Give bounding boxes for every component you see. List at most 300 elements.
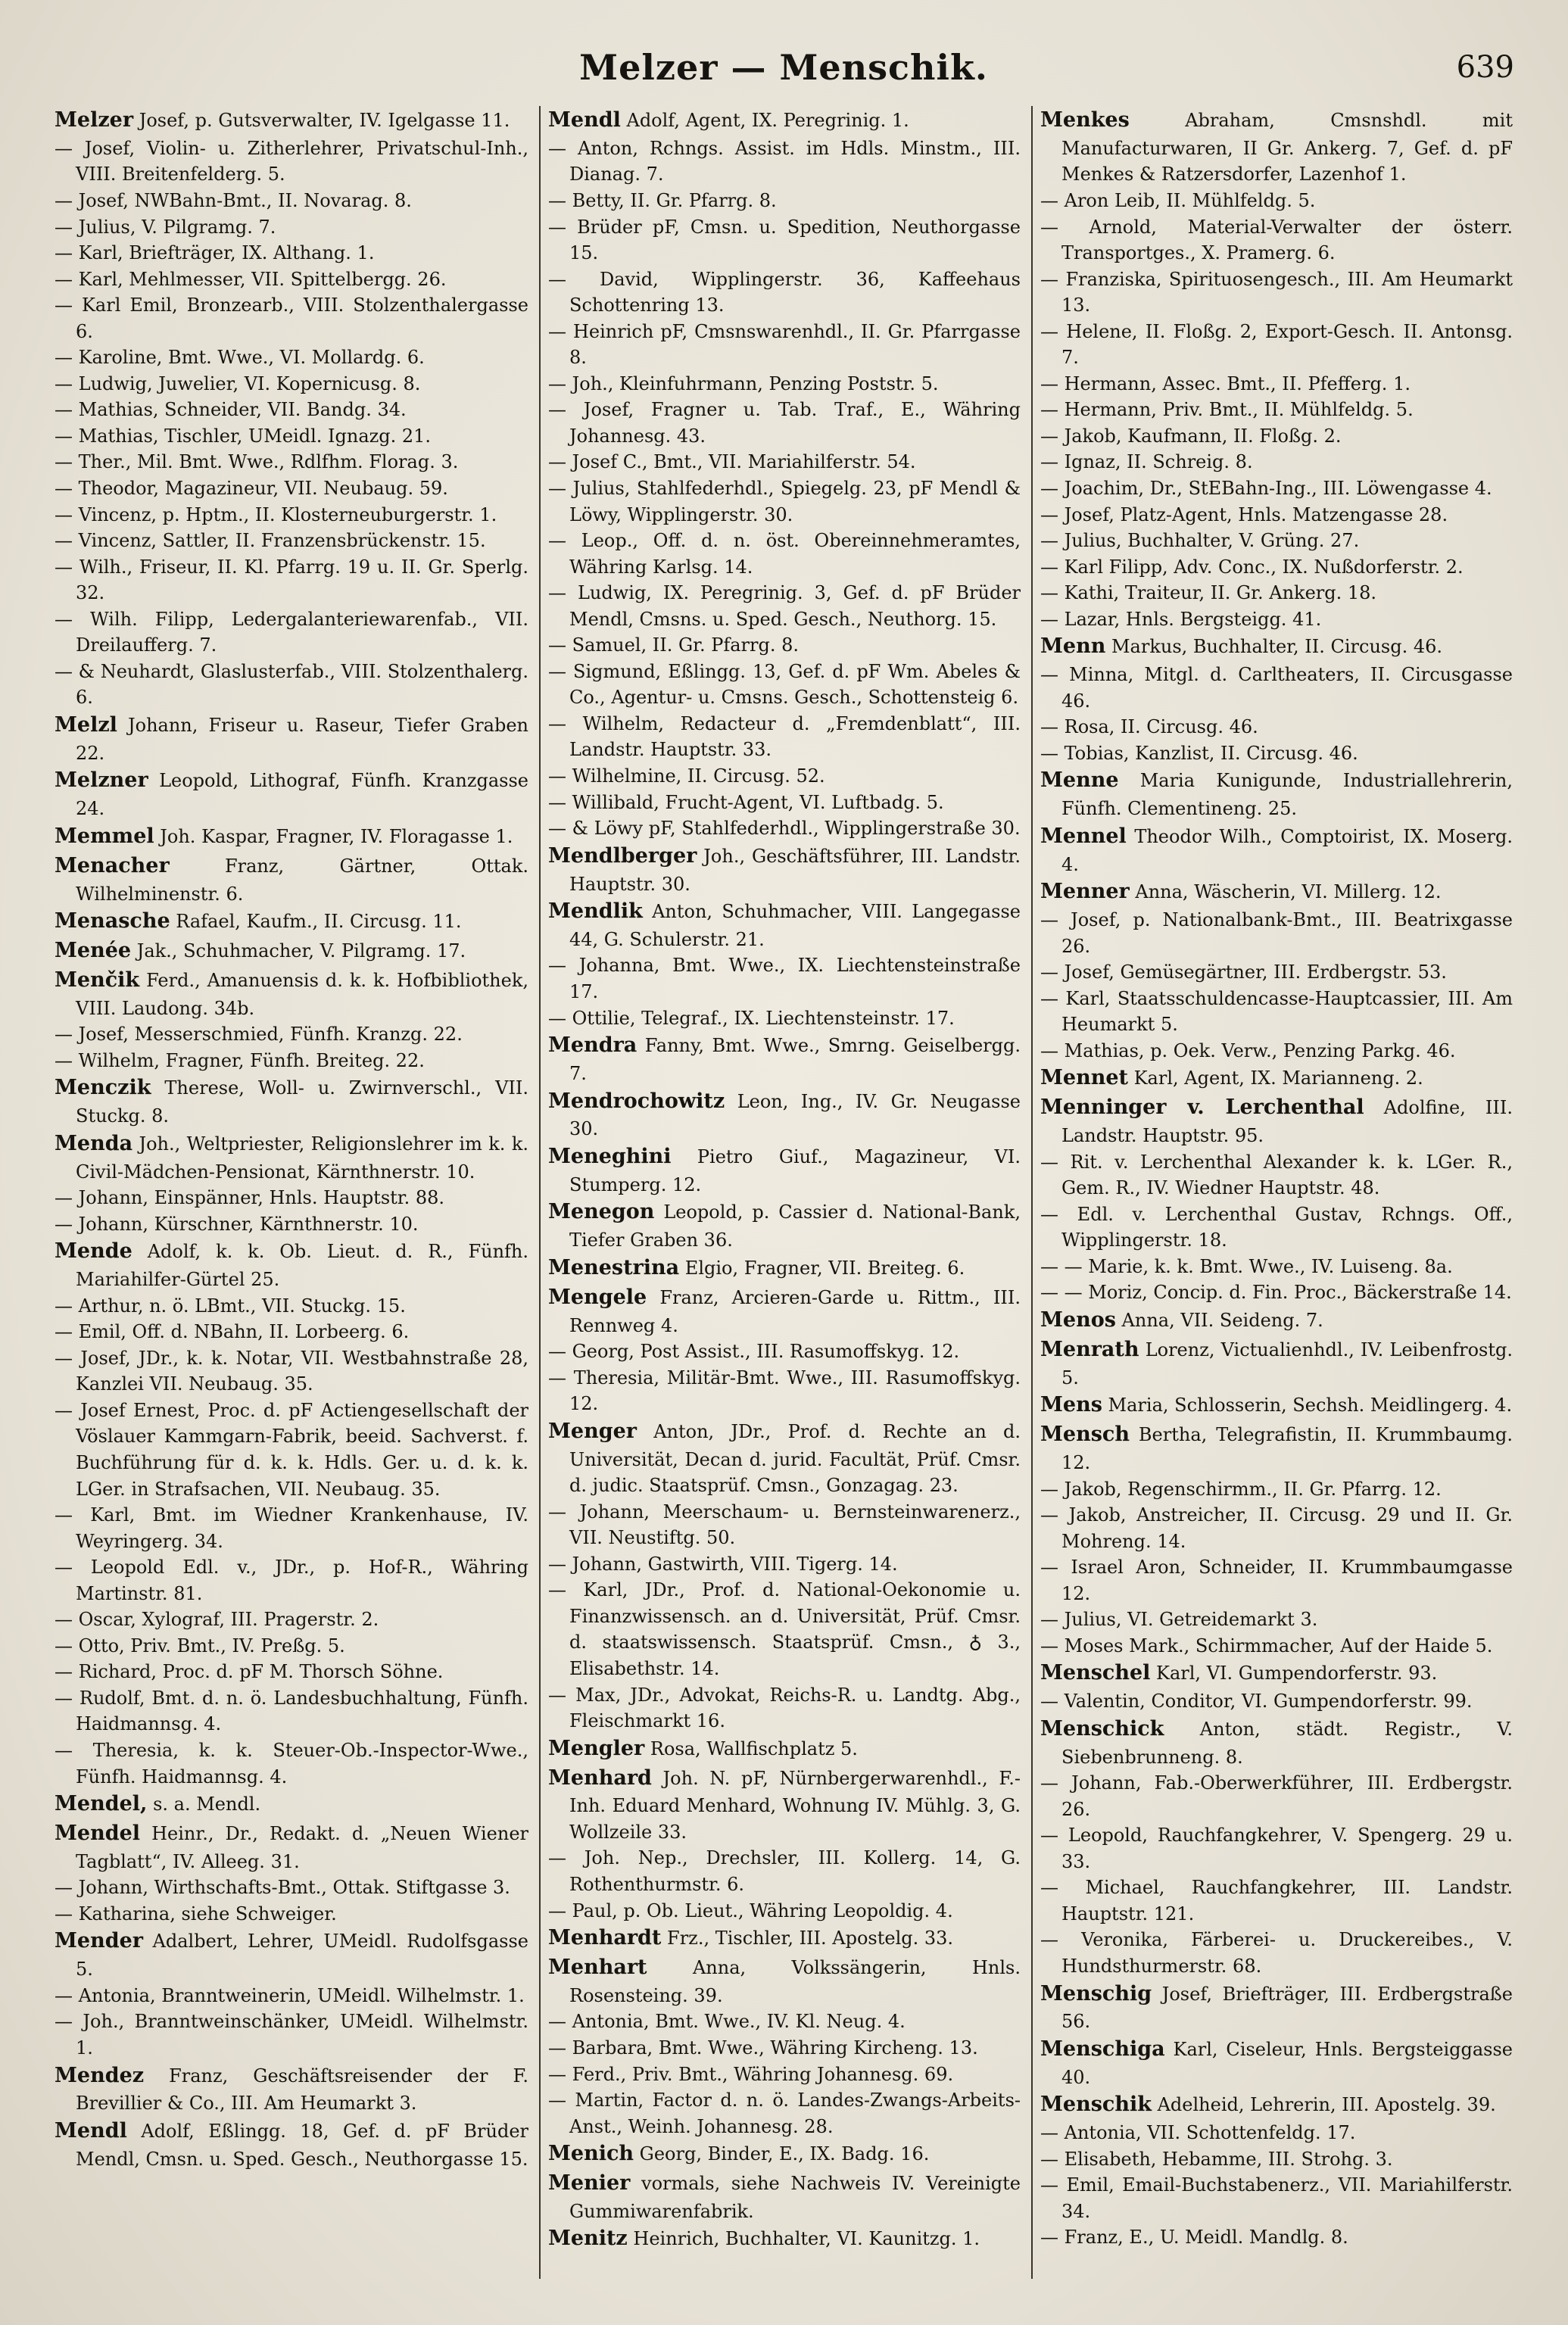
entry-text: — Wilh., Friseur, II. Kl. Pfarrg. 19 u. II. Gr. Sperlg. 32. (55, 556, 528, 604)
entry-surname: Menée (55, 938, 132, 962)
entry-text: — Julius, VI. Getreidemarkt 3. (1040, 1609, 1318, 1631)
entry-text: Pietro Giuf., Magazineur, VI. Stumperg. 12. (569, 1145, 1021, 1195)
entry-surname: Menschik (1040, 2093, 1152, 2117)
entry-surname: Menner (1040, 880, 1130, 904)
entry-text: — Karl Filipp, Adv. Conc., IX. Nußdorferstr. 2. (1040, 556, 1464, 578)
entry-text: — Joh. Nep., Drechsler, III. Kollerg. 14, G. Rothenthurmstr. 6. (548, 1847, 1021, 1896)
directory-subentry (548, 763, 1021, 790)
directory-subentry (1040, 371, 1513, 397)
columns (47, 106, 1523, 2279)
entry-text: — Minna, Mitgl. d. Carltheaters, II. Circusgasse 46. (1040, 664, 1513, 712)
entry-text: — Aron Leib, II. Mühlfeldg. 5. (1040, 189, 1316, 211)
entry-text: — Moses Mark., Schirmmacher, Auf der Haide 5. (1040, 1635, 1493, 1656)
directory-subentry (1040, 1502, 1513, 1554)
directory-subentry (548, 2009, 1021, 2035)
entry-surname: Mende (55, 1239, 132, 1264)
directory-subentry (55, 188, 528, 214)
entry-surname: Mendl (55, 2118, 127, 2143)
entry-surname: Menegon (548, 1200, 655, 1224)
entry-text: — Veronika, Färberei- u. Druckereibes., V. Hundsthurmerstr. 68. (1040, 1929, 1513, 1977)
directory-subentry (55, 1607, 528, 1633)
directory-subentry (548, 2087, 1021, 2140)
entry-surname: Menestrina (548, 1255, 680, 1279)
entry-text: — Lazar, Hnls. Bergsteigg. 41. (1040, 608, 1322, 630)
entry-surname: Mendel (55, 1821, 141, 1845)
entry-text: Johann, Friseur u. Raseur, Tiefer Graben 22. (76, 714, 528, 764)
directory-entry (548, 897, 1021, 952)
directory-subentry (1040, 986, 1513, 1038)
directory-subentry (55, 1659, 528, 1685)
entry-text: — Ferd., Priv. Bmt., Währing Johannesg. 69. (548, 2063, 954, 2085)
directory-subentry (55, 371, 528, 397)
directory-entry (1040, 106, 1513, 188)
entry-text: — Hermann, Assec. Bmt., II. Pfefferg. 1. (1040, 372, 1411, 394)
directory-entry (548, 1087, 1021, 1142)
directory-subentry (55, 136, 528, 188)
entry-text: — Emil, Email-Buchstabenerz., VII. Mariahilferstr. 34. (1040, 2174, 1513, 2222)
entry-text: — David, Wipplingerstr. 36, Kaffeehaus Schottenring 13. (548, 268, 1021, 316)
entry-text: Joh. N. pF, Nürnbergerwarenhdl., F.-Inh. Eduard Menhard, Wohnung IV. Mühlg. 3, G. Wollzeile 33. (569, 1767, 1021, 1843)
entry-text: Frz., Tischler, III. Apostelg. 33. (667, 1928, 954, 1949)
directory-subentry (1040, 528, 1513, 554)
entry-surname: Menger (548, 1419, 637, 1443)
directory-subentry (55, 1293, 528, 1320)
entry-text: — Joh., Branntweinschänker, UMeidl. Wilhelmstr. 1. (55, 2011, 528, 2059)
directory-entry (548, 1283, 1021, 1339)
directory-entry (548, 1734, 1021, 1764)
directory-subentry (1040, 580, 1513, 606)
directory-subentry (548, 1339, 1021, 1365)
entry-text: — Antonia, Bmt. Wwe., IV. Kl. Neug. 4. (548, 2011, 906, 2033)
entry-text: — Max, JDr., Advokat, Reichs-R. u. Landtg. Abg., Fleischmarkt 16. (548, 1684, 1021, 1732)
directory-subentry (55, 1398, 528, 1502)
directory-subentry (1040, 1607, 1513, 1633)
entry-text: — Johann, Fab.-Oberwerkführer, III. Erdbergstr. 26. (1040, 1772, 1513, 1820)
directory-subentry (1040, 319, 1513, 371)
entry-text: — Oscar, Xylograf, III. Pragerstr. 2. (55, 1609, 379, 1631)
directory-entry (1040, 632, 1513, 662)
entry-text: — Ignaz, II. Schreig. 8. (1040, 451, 1253, 473)
entry-text: — Rosa, II. Circusg. 46. (1040, 716, 1258, 738)
entry-surname: Menda (55, 1131, 133, 1155)
entry-text: Anna, Wäscherin, VI. Millerg. 12. (1135, 881, 1442, 903)
entry-text: — Johann, Meerschaum- u. Bernsteinwarenerz., VII. Neustiftg. 50. (548, 1501, 1021, 1549)
directory-subentry (548, 188, 1021, 214)
directory-subentry (1040, 1038, 1513, 1064)
entry-text: — Johann, Gastwirth, VIII. Tigerg. 14. (548, 1553, 898, 1575)
directory-subentry (55, 1319, 528, 1345)
directory-subentry (55, 1021, 528, 1048)
page-header (53, 44, 1514, 104)
entry-surname: Menhard (548, 1766, 652, 1790)
entry-text: Adolf, Agent, IX. Peregrinig. 1. (626, 110, 909, 131)
directory-subentry (548, 1365, 1021, 1417)
entry-text: — Johann, Wirthschafts-Bmt., Ottak. Stiftgasse 3. (55, 1877, 510, 1899)
entry-surname: Menschiga (1040, 2037, 1165, 2061)
directory-subentry (1040, 1149, 1513, 1201)
directory-subentry (548, 1005, 1021, 1032)
entry-text: Anton, Schuhmacher, VIII. Langegasse 44, G. Schulerstr. 21. (569, 901, 1021, 950)
entry-text: — Karl, Mehlmesser, VII. Spittelbergg. 26. (55, 268, 447, 290)
entry-text: — Mathias, p. Oek. Verw., Penzing Parkg. 46. (1040, 1039, 1456, 1061)
entry-text: — Rit. v. Lerchenthal Alexander k. k. LGer. R., Gem. R., IV. Wiedner Hauptstr. 48. (1040, 1151, 1513, 1199)
directory-subentry (55, 554, 528, 606)
entry-text: Karl, Ciseleur, Hnls. Bergsteiggasse 40. (1061, 2038, 1513, 2088)
entry-surname: Mennet (1040, 1066, 1128, 1090)
directory-subentry (55, 1901, 528, 1928)
running-head: Melzer — Menschik. (579, 47, 988, 88)
entry-text: — Josef, Fragner u. Tab. Traf., E., Währing Johannesg. 43. (548, 399, 1021, 447)
entry-text: Franz, Gärtner, Ottak. Wilhelminenstr. 6. (76, 855, 528, 905)
entry-text: — Karl, Staatsschuldencasse-Hauptcassier, III. Am Heumarkt 5. (1040, 987, 1513, 1036)
entry-text: Rosa, Wallfischplatz 5. (650, 1738, 858, 1759)
entry-text: — Vincenz, p. Hptm., II. Klosterneuburgerstr. 1. (55, 503, 497, 525)
directory-entry (1040, 1659, 1513, 1688)
directory-subentry (548, 790, 1021, 816)
entry-surname: Menos (1040, 1307, 1116, 1332)
entry-text: — Mathias, Schneider, VII. Bandg. 34. (55, 399, 407, 421)
directory-subentry (548, 1499, 1021, 1551)
directory-entry (55, 907, 528, 937)
entry-text: — Wilh. Filipp, Ledergalanteriewarenfab., VII. Dreilaufferg. 7. (55, 608, 528, 656)
directory-subentry (1040, 1688, 1513, 1715)
entry-text: — & Löwy pF, Stahlfederhdl., Wipplingerstraße 30. (548, 818, 1021, 840)
directory-subentry (1040, 188, 1513, 214)
directory-subentry (548, 319, 1021, 371)
entry-surname: Menier (548, 2171, 631, 2196)
entry-text: — Wilhelmine, II. Circusg. 52. (548, 765, 825, 787)
directory-entry (1040, 1093, 1513, 1148)
directory-subentry (55, 475, 528, 502)
entry-text: Heinrich, Buchhalter, VI. Kaunitzg. 1. (633, 2228, 980, 2250)
directory-subentry (1040, 2172, 1513, 2224)
directory-subentry (548, 214, 1021, 266)
entry-text: — Mathias, Tischler, UMeidl. Ignazg. 21. (55, 425, 432, 447)
directory-subentry (1040, 423, 1513, 450)
entry-text: Leon, Ing., IV. Gr. Neugasse 30. (569, 1090, 1021, 1140)
directory-subentry (1040, 449, 1513, 475)
directory-subentry (55, 1185, 528, 1211)
entry-text: — Josef Ernest, Proc. d. pF Actiengesellschaft der Vöslauer Kammgarn-Fabrik, beeid. Sachverst. f. Buchführung für d. k. k. Hdls. Ger. u. d. k. k. LGer. in Strafsachen, VII. Neubaug. 35. (55, 1399, 528, 1500)
directory-entry (1040, 1420, 1513, 1476)
entry-text: — Brüder pF, Cmsn. u. Spedition, Neuthorgasse 15. (548, 216, 1021, 264)
entry-text: — Josef, Platz-Agent, Hnls. Matzengasse 28. (1040, 503, 1448, 525)
entry-text: Maria, Schlosserin, Sechsh. Meidlingerg. 4. (1108, 1395, 1513, 1417)
directory-subentry (55, 502, 528, 528)
directory-entry (548, 106, 1021, 136)
entry-surname: Mendlik (548, 899, 643, 924)
directory-subentry (55, 214, 528, 241)
directory-subentry (1040, 1279, 1513, 1306)
entry-text: — Franz, E., U. Meidl. Mandlg. 8. (1040, 2227, 1348, 2249)
entry-text: — Theresia, k. k. Steuer-Ob.-Inspector-Wwe., Fünfh. Haidmannsg. 4. (55, 1739, 528, 1787)
entry-surname: Mendel, (55, 1792, 148, 1816)
directory-subentry (1040, 740, 1513, 767)
entry-text: — Johann, Kürschner, Kärnthnerstr. 10. (55, 1213, 419, 1235)
entry-text: — Julius, Buchhalter, V. Grüng. 27. (1040, 530, 1360, 552)
directory-entry (1040, 766, 1513, 821)
directory-subentry (55, 1875, 528, 1901)
directory-subentry (1040, 1927, 1513, 1979)
entry-surname: Melzner (55, 768, 148, 793)
entry-text: — Ludwig, Juwelier, VI. Kopernicusg. 8. (55, 372, 421, 394)
directory-subentry (1040, 554, 1513, 581)
entry-surname: Mendlberger (548, 843, 697, 868)
entry-text: — Arnold, Material-Verwalter der österr. Transportges., X. Pramerg. 6. (1040, 216, 1513, 264)
entry-text: — Rudolf, Bmt. d. n. ö. Landesbuchhaltung, Fünfh. Haidmannsg. 4. (55, 1687, 528, 1735)
entry-surname: Menn (1040, 634, 1106, 659)
directory-subentry (548, 528, 1021, 580)
entry-text: — Arthur, n. ö. LBmt., VII. Stuckg. 15. (55, 1295, 406, 1317)
directory-subentry (1040, 907, 1513, 959)
entry-text: Theodor Wilh., Comptoirist, IX. Moserg. 4. (1061, 825, 1513, 875)
directory-entry (55, 1130, 528, 1185)
entry-text: Fanny, Bmt. Wwe., Smrng. Geiselbergg. 7. (569, 1035, 1021, 1084)
directory-entry (55, 822, 528, 852)
directory-subentry (548, 632, 1021, 659)
entry-surname: Menhardt (548, 1926, 662, 1950)
directory-entry (548, 1198, 1021, 1253)
entry-surname: Mendez (55, 2063, 145, 2087)
entry-text: Rafael, Kaufm., II. Circusg. 11. (176, 911, 462, 933)
directory-subentry (1040, 214, 1513, 266)
directory-subentry (548, 397, 1021, 449)
entry-text: Georg, Binder, E., IX. Badg. 16. (639, 2143, 930, 2165)
entry-text: — Josef, p. Nationalbank-Bmt., III. Beatrixgasse 26. (1040, 909, 1513, 957)
entry-surname: Memmel (55, 824, 154, 848)
directory-subentry (1040, 1254, 1513, 1280)
entry-text: — Paul, p. Ob. Lieut., Währing Leopoldig. 4. (548, 1900, 953, 1921)
page-number: 639 (1456, 50, 1514, 85)
directory-subentry (548, 580, 1021, 632)
directory-subentry (1040, 1554, 1513, 1607)
entry-surname: Menninger v. Lerchenthal (1040, 1095, 1364, 1120)
entry-text: Lorenz, Victualienhdl., IV. Leibenfrostg. 5. (1061, 1339, 1513, 1388)
entry-text: — Samuel, II. Gr. Pfarrg. 8. (548, 634, 800, 656)
directory-subentry (1040, 1476, 1513, 1503)
directory-entry (1040, 2090, 1513, 2120)
directory-entry (1040, 1335, 1513, 1391)
directory-subentry (1040, 662, 1513, 714)
directory-subentry (548, 2062, 1021, 2088)
directory-entry (548, 1953, 1021, 2009)
directory-subentry (1040, 714, 1513, 740)
directory-subentry (1040, 1875, 1513, 1927)
entry-text: Anton, städt. Registr., V. Siebenbrunneng. 8. (1061, 1718, 1513, 1768)
entry-text: — Anton, Rchngs. Assist. im Hdls. Minstm., III. Dianag. 7. (548, 137, 1021, 185)
entry-text: — Michael, Rauchfangkehrer, III. Landstr. Hauptstr. 121. (1040, 1877, 1513, 1925)
column-middle (539, 106, 1031, 2279)
directory-entry (548, 1254, 1021, 1283)
entry-text: Karl, Agent, IX. Marianneng. 2. (1133, 1067, 1423, 1089)
entry-text: Joh., Weltpriester, Religionslehrer im k. k. Civil-Mädchen-Pensionat, Kärnthnerstr. 10. (76, 1133, 528, 1183)
entry-text: Therese, Woll- u. Zwirnverschl., VII. Stuckg. 8. (76, 1077, 528, 1127)
entry-surname: Mender (55, 1929, 143, 1953)
entry-surname: Menschig (1040, 1981, 1152, 2006)
entry-surname: Mendl (548, 108, 621, 132)
entry-surname: Melzl (55, 712, 117, 737)
directory-subentry (1040, 606, 1513, 633)
entry-surname: Menschel (1040, 1661, 1151, 1685)
entry-text: — Joachim, Dr., StEBahn-Ing., III. Löwengasse 4. (1040, 477, 1492, 499)
entry-text: — Antonia, Branntweinerin, UMeidl. Wilhelmstr. 1. (55, 1984, 525, 2006)
entry-surname: Mennel (1040, 824, 1127, 848)
directory-subentry (55, 1554, 528, 1607)
directory-subentry (55, 292, 528, 344)
directory-entry (1040, 822, 1513, 877)
directory-entry (55, 1074, 528, 1129)
directory-subentry (55, 423, 528, 450)
directory-subentry (55, 1048, 528, 1074)
directory-subentry (55, 659, 528, 711)
entry-text: — Leopold Edl. v., JDr., p. Hof-R., Währing Martinstr. 81. (55, 1557, 528, 1604)
directory-entry (55, 766, 528, 821)
directory-subentry (55, 1345, 528, 1398)
entry-text: — Helene, II. Floßg. 2, Export-Gesch. II. Antonsg. 7. (1040, 320, 1513, 369)
entry-text: — Barbara, Bmt. Wwe., Währing Kircheng. 13. (548, 2037, 978, 2059)
directory-subentry (1040, 1822, 1513, 1875)
directory-entry (1040, 1064, 1513, 1093)
entry-text: Joh. Kaspar, Fragner, IV. Floragasse 1. (160, 825, 513, 847)
entry-surname: Menschick (1040, 1716, 1164, 1741)
entry-text: Adolf, k. k. Ob. Lieut. d. R., Fünfh. Mariahilfer-Gürtel 25. (76, 1241, 528, 1291)
directory-subentry (548, 1845, 1021, 1897)
entry-text: — Willibald, Frucht-Agent, VI. Luftbadg. 5. (548, 791, 944, 813)
directory-entry (548, 1142, 1021, 1198)
entry-text: Bertha, Telegrafistin, II. Krummbaumg. 12. (1061, 1424, 1513, 1473)
directory-subentry (55, 449, 528, 475)
entry-text: — Betty, II. Gr. Pfarrg. 8. (548, 189, 777, 211)
entry-text: Adelheid, Lehrerin, III. Apostelg. 39. (1157, 2094, 1496, 2116)
entry-text: Ferd., Amanuensis d. k. k. Hofbibliothek, VIII. Laudong. 34b. (76, 969, 528, 1019)
entry-text: — Jakob, Kaufmann, II. Floßg. 2. (1040, 425, 1342, 447)
directory-subentry (548, 371, 1021, 397)
directory-subentry (1040, 959, 1513, 986)
directory-subentry (55, 606, 528, 659)
entry-surname: Menasche (55, 909, 170, 933)
column-left (47, 106, 539, 2279)
entry-text: Anton, JDr., Prof. d. Rechte an d. Universität, Decan d. jurid. Facultät, Prüf. Cmsr. d. judic. Staatsprüf. Cmsn., Gonzagag. 23. (569, 1420, 1021, 1497)
entry-text: — Karl Emil, Bronzearb., VIII. Stolzenthalergasse 6. (55, 295, 528, 342)
entry-surname: Meneghini (548, 1144, 672, 1168)
directory-subentry (1040, 475, 1513, 502)
entry-text: — — Marie, k. k. Bmt. Wwe., IV. Luiseng. 8a. (1040, 1255, 1453, 1277)
entry-text: — Emil, Off. d. NBahn, II. Lorbeerg. 6. (55, 1321, 410, 1343)
entry-text: — Jakob, Regenschirmm., II. Gr. Pfarrg. 12. (1040, 1478, 1442, 1500)
directory-entry (1040, 2035, 1513, 2090)
directory-subentry (548, 136, 1021, 188)
directory-subentry (548, 475, 1021, 528)
directory-entry (1040, 1306, 1513, 1335)
entry-text: — Ludwig, IX. Peregrinig. 3, Gef. d. pF Brüder Mendl, Cmsns. u. Sped. Gesch., Neuthorg. 15. (548, 582, 1021, 630)
entry-text: Josef, Briefträger, III. Erdbergstraße 56. (1061, 1983, 1513, 2033)
directory-entry (548, 1924, 1021, 1953)
entry-text: — Josef, NWBahn-Bmt., II. Novarag. 8. (55, 189, 412, 211)
entry-text: Leopold, p. Cassier d. National-Bank, Tiefer Graben 36. (569, 1201, 1021, 1251)
entry-text: — Tobias, Kanzlist, II. Circusg. 46. (1040, 742, 1358, 764)
directory-entry (1040, 877, 1513, 907)
entry-text: — Sigmund, Eßlingg. 13, Gef. d. pF Wm. Abeles & Co., Agentur- u. Cmsns. Gesch., Schottensteig 6. (548, 660, 1021, 709)
directory-entry (55, 937, 528, 966)
column-right (1031, 106, 1523, 2279)
entry-surname: Menitz (548, 2227, 628, 2251)
entry-text: Franz, Arcieren-Garde u. Rittm., III. Rennweg 4. (569, 1286, 1021, 1336)
directory-subentry (548, 1898, 1021, 1925)
entry-text: Maria Kunigunde, Industriallehrerin, Fünfh. Clementineng. 25. (1061, 770, 1513, 820)
directory-entry (1040, 1391, 1513, 1420)
directory-subentry (55, 2009, 528, 2061)
directory-subentry (55, 1502, 528, 1554)
directory-entry (548, 2140, 1021, 2169)
entry-text: — Johanna, Bmt. Wwe., IX. Liechtensteinstraße 17. (548, 955, 1021, 1003)
entry-text: — Edl. v. Lerchenthal Gustav, Rchngs. Off., Wipplingerstr. 18. (1040, 1203, 1513, 1251)
directory-entry (548, 1417, 1021, 1499)
directory-subentry (55, 1738, 528, 1790)
directory-subentry (1040, 2224, 1513, 2251)
directory-subentry (1040, 266, 1513, 319)
entry-text: Joh., Geschäftsführer, III. Landstr. Hauptstr. 30. (569, 845, 1021, 895)
entry-text: — Leop., Off. d. n. öst. Obereinnehmeramtes, Währing Karlsg. 14. (548, 530, 1021, 578)
entry-surname: Menkes (1040, 108, 1130, 132)
entry-text: Karl, VI. Gumpendorferstr. 93. (1156, 1663, 1438, 1685)
directory-subentry (55, 1685, 528, 1738)
directory-subentry (55, 397, 528, 423)
directory-subentry (1040, 1201, 1513, 1254)
entry-text: Franz, Geschäftsreisender der F. Brevillier & Co., III. Am Heumarkt 3. (76, 2065, 528, 2115)
entry-surname: Menich (548, 2142, 634, 2166)
entry-surname: Menrath (1040, 1337, 1139, 1361)
entry-surname: Mens (1040, 1393, 1102, 1417)
directory-subentry (55, 240, 528, 266)
directory-subentry (1040, 2146, 1513, 2173)
entry-surname: Mengele (548, 1285, 647, 1309)
entry-surname: Menhart (548, 1956, 647, 1979)
directory-entry (1040, 1715, 1513, 1770)
directory-entry (548, 842, 1021, 897)
entry-text: Jak., Schuhmacher, V. Pilgramg. 17. (136, 940, 466, 961)
entry-text: — Otto, Priv. Bmt., IV. Preßg. 5. (55, 1635, 345, 1656)
entry-surname: Menne (1040, 768, 1119, 793)
directory-subentry (548, 711, 1021, 763)
directory-entry (548, 1764, 1021, 1846)
directory-subentry (548, 449, 1021, 475)
entry-text: — Josef, Violin- u. Zitherlehrer, Privatschul-Inh., VIII. Breitenfelderg. 5. (55, 137, 528, 185)
entry-text: Josef, p. Gutsverwalter, IV. Igelgasse 11. (139, 110, 510, 131)
directory-subentry (55, 528, 528, 554)
directory-entry (55, 106, 528, 136)
entry-text: — & Neuhardt, Glaslusterfab., VIII. Stolzenthalerg. 6. (55, 660, 528, 709)
entry-text: — Julius, V. Pilgramg. 7. (55, 216, 276, 238)
entry-text: — Theodor, Magazineur, VII. Neubaug. 59. (55, 477, 448, 499)
directory-entry (55, 711, 528, 766)
entry-text: Heinr., Dr., Redakt. d. „Neuen Wiener Tagblatt“, IV. Alleeg. 31. (76, 1822, 528, 1872)
directory-subentry (1040, 2120, 1513, 2146)
entry-text: Leopold, Lithograf, Fünfh. Kranzgasse 24. (76, 770, 528, 820)
entry-text: Markus, Buchhalter, II. Circusg. 46. (1111, 636, 1443, 658)
directory-subentry (55, 1633, 528, 1660)
directory-entry (548, 2169, 1021, 2224)
directory-subentry (55, 344, 528, 371)
entry-surname: Mendrochowitz (548, 1089, 725, 1113)
directory-entry (55, 966, 528, 1021)
entry-text: — Julius, Stahlfederhdl., Spiegelg. 23, pF Mendl & Löwy, Wipplingerstr. 30. (548, 477, 1021, 525)
entry-text: — Wilhelm, Redacteur d. „Fremdenblatt“, III. Landstr. Hauptstr. 33. (548, 712, 1021, 761)
directory-entry (55, 1790, 528, 1819)
entry-text: — Ottilie, Telegraf., IX. Liechtensteinstr. 17. (548, 1007, 955, 1029)
entry-text: Adolf, Eßlingg. 18, Gef. d. pF Brüder Mendl, Cmsn. u. Sped. Gesch., Neuthorgasse 15. (76, 2120, 528, 2170)
entry-text: — Wilhelm, Fragner, Fünfh. Breiteg. 22. (55, 1049, 425, 1071)
entry-text: Adolfine, III. Landstr. Hauptstr. 95. (1061, 1097, 1513, 1147)
